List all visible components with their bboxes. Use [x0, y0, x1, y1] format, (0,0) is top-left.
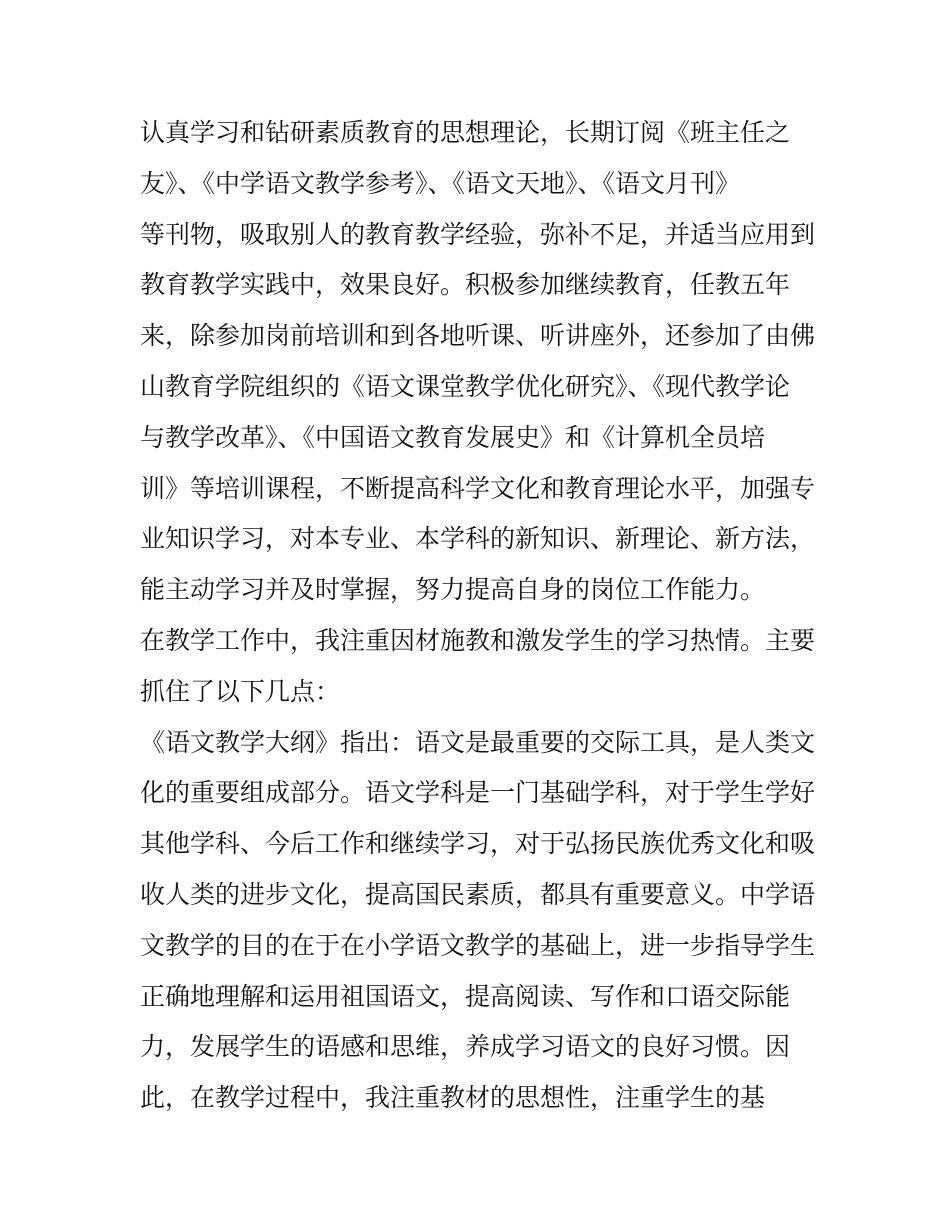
text-line: 此，在教学过程中，我注重教材的思想性，注重学生的基 — [140, 1083, 766, 1113]
text-line: 文教学的目的在于在小学语文教学的基础上，进一步指导学生 — [140, 930, 816, 960]
text-line: 力，发展学生的语感和思维，养成学习语文的良好习惯。因 — [140, 1032, 791, 1062]
text-line: 等刊物，吸取别人的教育教学经验，弥补不足，并适当应用到 — [140, 219, 816, 249]
text-line: 训》等培训课程，不断提高科学文化和教育理论水平，加强专 — [140, 473, 816, 503]
text-line: 《语文教学大纲》指出：语文是最重要的交际工具，是人类文 — [140, 727, 816, 757]
text-line: 正确地理解和运用祖国语文，提高阅读、写作和口语交际能 — [140, 981, 791, 1011]
text-line: 教育教学实践中，效果良好。积极参加继续教育，任教五年 — [140, 270, 791, 300]
text-line: 业知识学习，对本专业、本学科的新知识、新理论、新方法， — [140, 524, 816, 554]
text-line: 能主动学习并及时掌握，努力提高自身的岗位工作能力。 — [140, 575, 766, 605]
text-line: 来，除参加岗前培训和到各地听课、听讲座外，还参加了由佛 — [140, 321, 816, 351]
text-line: 友》、《中学语文教学参考》、《语文天地》、《语文月刊》 — [140, 168, 741, 198]
text-line: 抓住了以下几点： — [140, 676, 341, 706]
text-line: 认真学习和钻研素质教育的思想理论，长期订阅《班主任之 — [140, 118, 791, 147]
body-text — [140, 108, 830, 1124]
text-line: 山教育学院组织的《语文课堂教学优化研究》、《现代教学论 — [140, 371, 791, 401]
text-line: 与教学改革》、《中国语文教育发展史》和《计算机全员培 — [140, 422, 766, 452]
text-line: 收人类的进步文化，提高国民素质，都具有重要意义。中学语 — [140, 879, 816, 909]
text-line: 其他学科、今后工作和继续学习，对于弘扬民族优秀文化和吸 — [140, 829, 816, 859]
text-line: 化的重要组成部分。语文学科是一门基础学科，对于学生学好 — [140, 778, 816, 808]
text-line: 在教学工作中，我注重因材施教和激发学生的学习热情。主要 — [140, 625, 816, 655]
